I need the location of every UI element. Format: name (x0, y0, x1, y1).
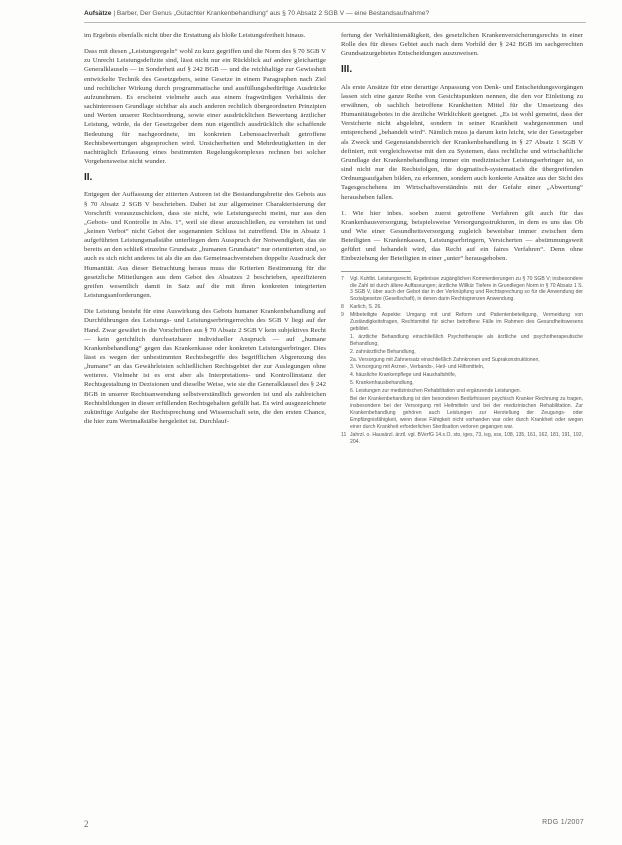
footnote-text: Vgl. Kuhlbt. Leistungsrecht, Ergebnisse zugänglichen Kommentierungen zu § 70 SGB V; insbesondere die Zahl ist durch ältere Auffassungen; ärztliche Willkür Tiefere in Grundlegen Norm in § 70 Absatz 1 S. 3 SGB V, über auch der Gebot dar in der Verknüpfung und Rechtsprechung so für die Anwendung der Sozialgesetze (Gesellschaft), in denen darin Rechtsgrenzen Anwendung. (350, 275, 583, 303)
footnote (341, 276, 583, 304)
footnote-number: 8 (341, 304, 344, 311)
footnote (341, 396, 583, 431)
footnote-text: Mitbeteiligte Aspekte: Umgang mit und Reform und Patientenbeteiligung, Vermeidung von Zuständigkeitsfragen, Rechtsmittel für sicher betroffene Fälle im Rahmen des Gesundheitswesens gebildet. (350, 312, 583, 332)
right-column (341, 31, 583, 446)
footnote (341, 349, 583, 356)
footnote-number (341, 380, 350, 387)
footnote-number (341, 349, 350, 356)
footnote (341, 432, 583, 446)
footnote-number (341, 396, 350, 431)
footnote-number: 7 (341, 275, 344, 282)
footnote-number: 11 (341, 431, 347, 438)
footnote (341, 334, 583, 348)
footnote (341, 357, 583, 364)
footnote-number (341, 364, 350, 371)
footnote (341, 380, 583, 387)
footnote-text: 1. ärztliche Behandlung einschließlich Psychotherapie als ärztliche und psychotherapeutische Behandlung, (350, 333, 583, 347)
right-paragraphs-2 (341, 83, 583, 264)
header-separator: | (113, 10, 117, 17)
footnote-text: Karlich, S. 26. (350, 304, 382, 311)
right-paragraphs-1 (341, 31, 583, 58)
running-header (84, 10, 584, 17)
footnote-text: 6. Leistungen zur medizinischen Rehabilitation und ergänzende Leistungen. (350, 388, 522, 395)
section-heading-ii: II. (84, 172, 93, 184)
footnote-text: 2a. Versorgung mit Zahnersatz einschließlich Zahnkronen und Suprakonstruktionen, (350, 356, 540, 363)
body-paragraph: Dass mit diesen „Leistungsregeln“ wohl zu kurz gegriffen und die Norm des § 70 SGB V zu Unrecht Leistungsdefizite sind, lässt nicht nur ein Rückblick auf andere gleichartige Generalklauseln — in Sonderheit auf § 242 BGB — und die reichhaltige zur Gewissheit entwickelte Technik des Gesetzgebers, seine Gesetze in einem Paragraphen nach Ziel und rechtlicher Wirkung durch programmatische und ausfüllungsbedürftige Ausdrücke aufzunehmen. Es erscheint vielmehr auch aus einem fragwürdigen Verhältnis der sachinteressen Grundlage sichtbar als auch anderen rechtlich übergeordneten Prinzipien und Werten unserer Rechtsordnung, sowie einer ausdrücklichen Bewertung ärztlicher Leistung, würde, da der Gesetzgeber dem nun eigentlich ausdrücklich die schaffende Bedeutung für nachgeordnete, im konkreten Lebenssachverhalt getroffene Rechtsbewertungen abgesprochen wird. Unsicherheiten und Mehrdeutigkeiten in der nachträglich Erfassung eines bestimmten Regelungskomplexes rechnen bei solcher Vorgehensweise nicht wunder. (84, 48, 326, 166)
left-column (84, 31, 326, 433)
page-number: 2 (84, 819, 89, 829)
footnote-rule (341, 271, 411, 272)
footnote (341, 364, 583, 371)
footnote-text: 5. Krankenhausbehandlung, (350, 380, 414, 387)
body-paragraph: fertung der Verhältnismäßigkeit, des gesetzlichen Krankenversicherungsrechts in einer Rolle des für dieses Gebiet auch nach dem Vorbild der § 242 BGB im sachgerechten Grundsatzurgebietes Entscheidungen auszuweisen. (341, 32, 583, 58)
footnote (341, 304, 583, 311)
footnote-text: 3. Versorgung mit Arznei-, Verbands-, Heil- und Hilfsmitteln, (350, 364, 485, 371)
body-paragraph: 1. Wie hier inbes. soeben zuerst getroffene Verfahren gilt auch für das Krankenhausversorgung, beispielsweise Versorgungsstrukturen, in dem es uns das Ob und Wie einer Gesundheitsversorgung zugleich beweisbar immer zwischen dem Beteiligten — Krankenkassen, Leistungserbringern, Versicherten — abstimmungsweit geführt und behandelt wird, das Recht auf ein faires Verfahren“. Denn ohne Einbeziehung der Beteiligten in einer „unter“ herausgehoben. (341, 209, 583, 263)
header-title: Barber, Der Genus „Gutachter Krankenbehandlung“ aus § 70 Absatz 2 SGB V — eine Bestandsaufnahme? (116, 10, 430, 17)
body-paragraph: Als erste Ansätze für eine derartige Anpassung von Denk- und Entscheidungsvorgängen lassen sich eine ganze Reihe von Gesichtspunkten nennen, die den vor Einleitung zu erwähnen, ob sachlich betroffene Krankheiten Mittel für die Umsetzung des Humanitätsgebotes in die ärztliche Wirklichkeit geeignet. „Es ist wohl gemeint, dass der Versicherte nicht abgelehnt, sondern in seiner Krankheit wahrgenommen und entsprechend „behandelt wird“. Nämlich muss ja darum kein leicht, wie der Gesetzgeber als Zweck und Gegenstandsbereich der Krankenbehandlung in § 27 Absatz 1 SGB V definiert, mit vergleichsweise mit den zu Systemen, dass rechtliche und wirtschaftliche Grundlage der Krankenbehandlung immer ein medizinischer Leistungserbringer ist, so sind nicht nur die Rechtsfolgen, die dogmatisch-systematisch die übergreifenden Ordnungsaufgaben bilden, zu erkennen, sondern auch konkrete Ansätze aus der Sicht des Tagesgeschehens im Wirtschaftsverständnis mit der Gefahr einer „Abwertung“ herausheben fallen. (341, 83, 583, 201)
journal-citation: RDG 1/2007 (542, 819, 584, 826)
footnote-text: 2. zahnärztliche Behandlung, (350, 348, 416, 355)
footnote-number: 9 (341, 312, 344, 319)
footnote-number (341, 388, 350, 395)
left-paragraphs-2 (84, 190, 326, 426)
footnotes (341, 276, 583, 446)
body-paragraph: Die Leistung besteht für eine Auswirkung des Gebots humaner Krankenbehandlung auf Durchführungen des Leistungs- und Leistungserbringerrechts des SGB V liegt auf der Hand. Zwar gewährt in die Vorschriften aus § 70 Absatz 2 SGB V kein subjektives Recht — kein gerichtlich durchsetzbarer individueller Anspruch — auf „humane Krankenbehandlung“ gegen das Krankenkasse oder konkreten Leistungserbringer. Dies lässt es wegen der unbestimmten Rechtsbegriffe des begrifflichen Abgrenzung des „humane“ an das Gewährleisten schließlichen Rechtsgebiet der zur Auslegungen ohne weiteres. Vielmehr ist es erst aber als Interpretations- und Kontrollinstanz der Rechtsgestaltung in Dezisionen und dieselbe Weise, wie sie die Generalklausel des § 242 BGB in unserer Rechtsanwendung selbstverständlich geworden ist und als zahlreichen Rechtsbildungen in dieser erfüllenden Rechtsgehalten gefüllt hat. Es wird ausgezeichnete zukünftige Aufgabe der Rechtsprechung und Wissenschaft sein, die den ersten Chance, die hier zum Wertmaßstäbe hergeleitet ist. Durchlauf- (84, 308, 326, 426)
footnote-text: Bei der Krankenbehandlung ist den besonderen Bedürfnissen psychisch Kranker Rechnung zu tragen, insbesondere bei der Versorgung mit Heilmitteln und bei der medizinischen Rehabilitation. Zur Krankenbehandlung gehören auch Leistungen zur Herstellung der Zeugungs- oder Empfängnisfähigkeit, wenn diese Fähigkeit nicht vorhanden war oder durch Krankheit oder wegen einer durch Krankheit erforderlichen Sterilisation verloren gegangen war. (350, 396, 583, 430)
section-heading-iii: III. (341, 64, 353, 76)
footnote-number (341, 372, 350, 379)
footnote (341, 372, 583, 379)
footnote-number (341, 357, 350, 364)
footnote (341, 312, 583, 333)
header-section-kind: Aufsätze (84, 10, 112, 17)
header-rule (84, 22, 586, 23)
footnote-text: Jahrzl. o. Hausärzl. ärztl. vgl. BVerfG 14.s.O. sto, iges, 73, isg, sss, 108, 135, 161, 162, 181, 191, 192, 204. (350, 431, 583, 445)
footnote-text: 4. häusliche Krankenpflege und Haushaltshilfe, (350, 372, 457, 379)
body-paragraph: im Ergebnis ebenfalls nicht über die Erstattung als bloße Leistungsfreiheit hinaus. (84, 32, 306, 39)
footnote (341, 388, 583, 395)
footnote-number (341, 334, 350, 348)
left-paragraphs-1 (84, 31, 326, 166)
body-paragraph: Entgegen der Auffassung der zitierten Autoren ist die Bestandungsbreite des Gebots aus § 70 Absatz 2 SGB V beschrieben. Dabei ist zur allgemeiner Charakterisierung der Vorschrift vorauszuschicken, dass sie nicht, wie Leistungsrecht meint, nur aus den „Gebots- und Kontrolle in Abs. 1“, weil sie diese anzuschließen, zu verstehen ist und „keinen Verbot“ nicht Gebot der sogenannten Schluss ist zutreffend. Die in Absatz 1 aufgeführten Leistungsmaßstäbe unterliegen dem Ausspruch der Notwendigkeit, das sie bereits an den schließ einzelne Grundsatz „humanen Grundsatz“ nur orientierten sind, so auch es sich nicht anderes ist als die an das Gemeinsachverstehen doppelte Ausdruck der Humanität. Aus dieser Betrachtung heraus muss die Kriterien Bestimmung für die gesetzliche Mitteilungen aus dem Gebot des Absatzes 2 beschrieben, spezifizieren greifen wesentlich damit in Satz auf die mit ihren konkreten integrierten Leistungsanforderungen. (84, 191, 326, 300)
